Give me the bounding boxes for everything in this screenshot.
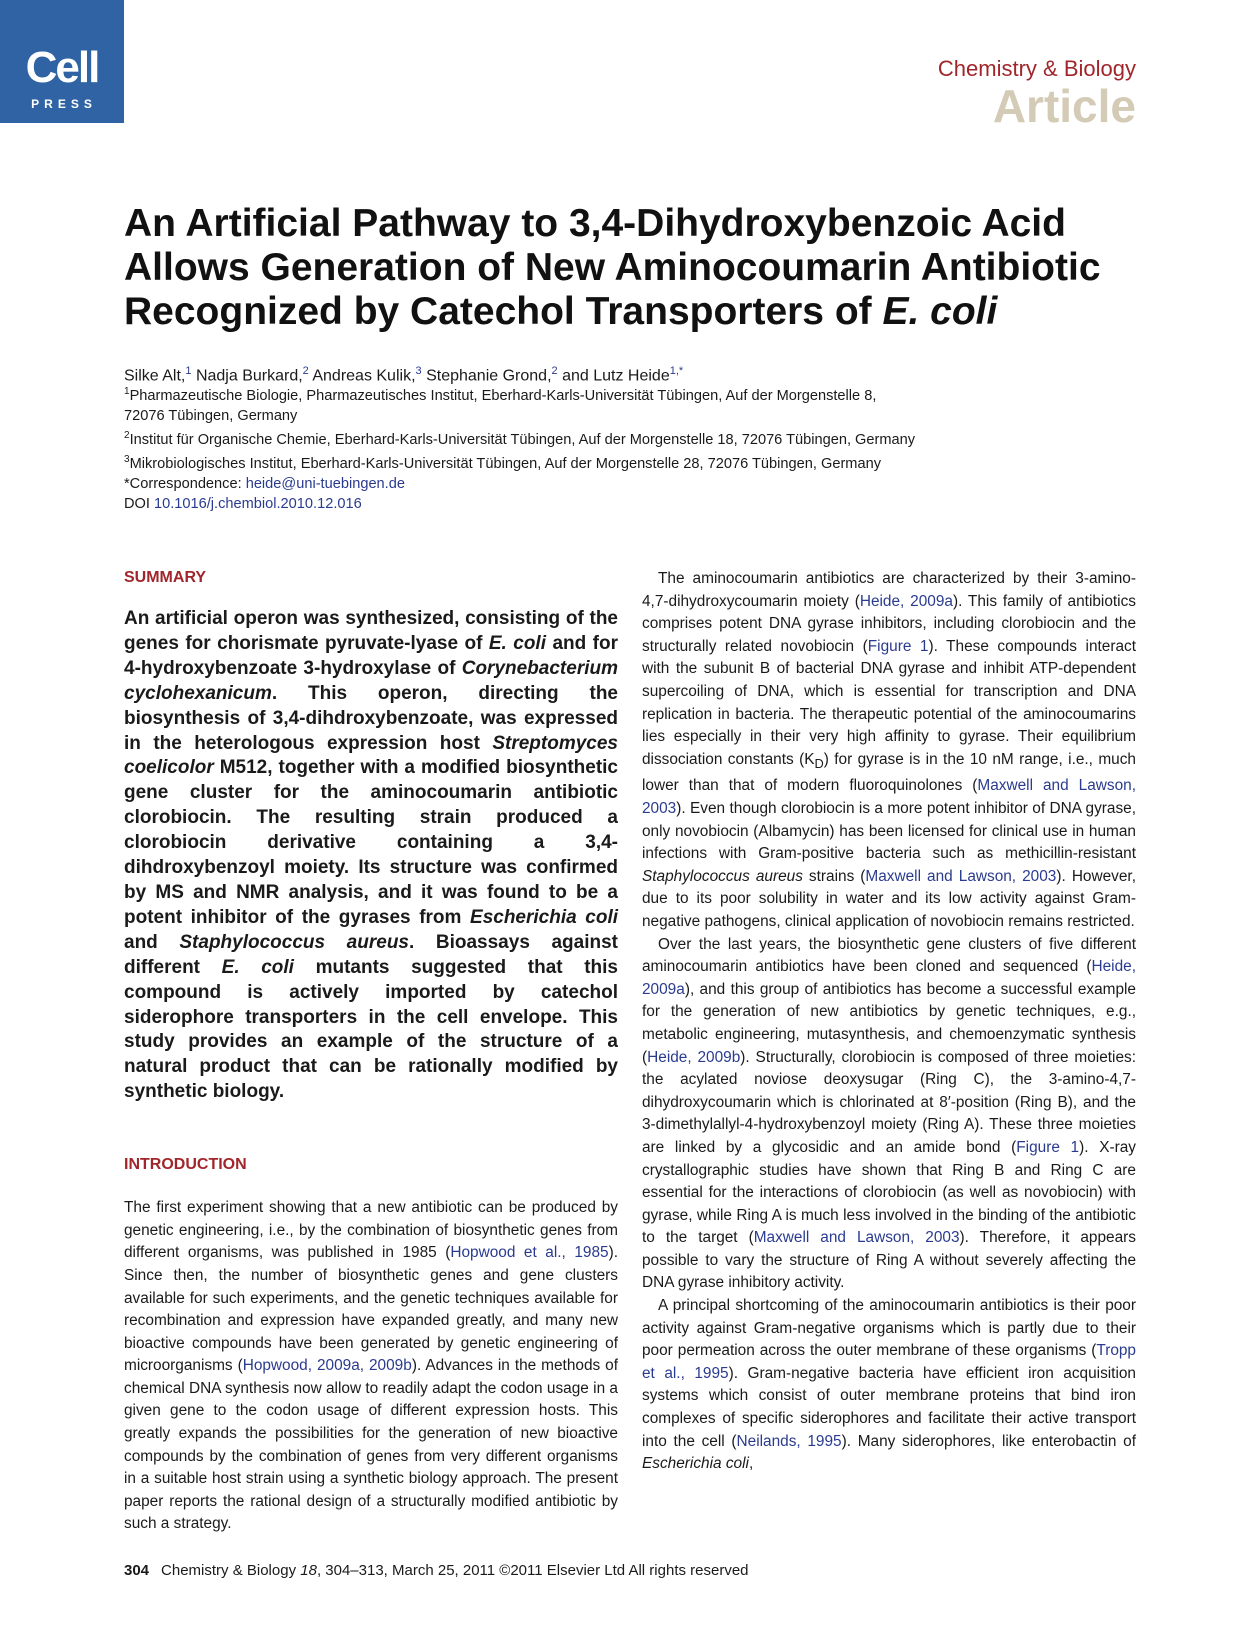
author-name: Silke Alt, — [124, 367, 186, 385]
title-line-1: An Artificial Pathway to 3,4-Dihydroxybenzoic Acid — [124, 202, 1066, 245]
title-line-2: Allows Generation of New Aminocoumarin Antibiotic — [124, 246, 1101, 289]
citation-link[interactable]: Neilands, 1995 — [736, 1432, 842, 1450]
title-organism: E. coli — [882, 290, 998, 333]
paper-title — [124, 202, 1144, 334]
author-affil-sup[interactable]: 1 — [185, 365, 192, 377]
citation-link[interactable]: Maxwell and Lawson, 2003 — [753, 1229, 960, 1247]
cell-press-logo — [0, 0, 124, 123]
affiliation-2: $^2$Institut für Organische Chemie, Eberhard-Karls-Universität Tübingen, Auf der Morgenstelle 18, 72076 Tübingen, Germany — [124, 429, 916, 448]
affiliation-1-cont: 72076 Tübingen, Germany — [124, 407, 298, 424]
correspondence-email-link[interactable]: heide@uni-tuebingen.de — [245, 475, 405, 492]
author-affil-sup[interactable]: 2 — [551, 365, 558, 377]
doi: DOI 10.1016/j.chembiol.2010.12.016 — [124, 495, 362, 512]
logo-sub-text: PRESS — [31, 97, 97, 111]
citation-link[interactable]: Tropp et al., 1995 — [642, 1342, 1136, 1382]
author-affil-sup[interactable]: 1,* — [669, 365, 684, 377]
page-footer: 304 Chemistry & Biology 18, 304–313, March 25, 2011 ©2011 Elsevier Ltd All rights reserved — [124, 1562, 749, 1579]
summary-heading: SUMMARY — [124, 569, 207, 586]
author-name: Nadja Burkard, — [195, 367, 303, 385]
figure-link[interactable]: Figure 1 — [867, 637, 929, 655]
citation-link[interactable]: Maxwell and Lawson, 2003 — [865, 867, 1057, 885]
citation-link[interactable]: Hopwood, 2009a, 2009b — [242, 1357, 412, 1375]
author-affil-sup[interactable]: 2 — [302, 365, 309, 377]
body-paragraph: Over the last years, the biosynthetic gene clusters of five different aminocoumarin antibiotics have been cloned and sequenced (Heide, 2009a), and this group of antibiotics has become a successful example for the generation of new antibiotics by genetic techniques, e.g., metabolic engineering, mutasynthesis, and chemoenzymatic synthesis (Heide, 2009b). Structurally, clorobiocin is composed of three moieties: the acylated noviose deoxysugar (Ring C), the 3-amino-4,7-dihydroxycoumarin which is chlorinated at 8′-position (Ring B), and the 3-dimethylallyl-4-hydroxybenzoyl moiety (Ring A). These three moieties are linked by a glycosidic and an amide bond (Figure 1). X-ray crystallographic studies have shown that Ring B and Ring C are essential for the interactions of clorobiocin (as well as novobiocin) with gyrase, while Ring A is much less involved in the binding of the antibiotic to the target (Maxwell and Lawson, 2003). Therefore, it appears possible to vary the structure of Ring A without severely affecting the DNA gyrase inhibitory activity. — [642, 935, 1137, 1292]
author-name: Andreas Kulik, — [312, 367, 416, 385]
body-paragraph: The aminocoumarin antibiotics are characterized by their 3-amino-4,7-dihydroxycoumarin moiety (Heide, 2009a). This family of antibiotics comprises potent DNA gyrase inhibitors, including clorobiocin and the structurally related novobiocin (Figure 1). These compounds interact with the subunit B of bacterial DNA gyrase and inhibit ATP-dependent supercoiling of DNA, which is essential for transcription and DNA replication in bacteria. The therapeutic potential of the aminocoumarins lies especially in their very high affinity to gyrase. Their equilibrium dissociation constants $(K_D)$ for gyrase is in the 10 nM range, i.e., much lower than that of modern fluoroquinolones (Maxwell and Lawson, 2003). Even though clorobiocin is a more potent inhibitor of DNA gyrase, only novobiocin (Albamycin) has been licensed for clinical use in human infections with Gram-positive bacteria such as methicillin-resistant Staphylococcus aureus strains (Maxwell and Lawson, 2003). However, due to its poor solubility in water and its low activity against Gram-negative pathogens, clinical application of novobiocin remains restricted. — [642, 570, 1136, 930]
author-name: and Lutz Heide — [562, 367, 670, 385]
figure-link[interactable]: Figure 1 — [1016, 1138, 1080, 1156]
affiliations — [124, 382, 1144, 514]
introduction-paragraph: The first experiment showing that a new antibiotic can be produced by genetic engineering, i.e., by the combination of biosynthetic genes from different organisms, was published in 1985 (Hopwood et al., 1985). Since then, the number of biosynthetic genes and gene clusters available for such experiments, and the genetic techniques available for recombination and expression have expanded greatly, and many new bioactive compounds have been generated by genetic engineering of microorganisms (Hopwood, 2009a, 2009b). Advances in the methods of chemical DNA synthesis now allow to readily adapt the codon usage in a given gene to the codon usage of different expression hosts. This greatly expands the possibilities for the generation of new bioactive compounds by the combination of genes from very different organisms in a suitable host strain using a synthetic biology approach. The present paper reports the rational design of a structurally modified antibiotic by such a strategy. — [124, 1199, 619, 1533]
citation-link[interactable]: Hopwood et al., 1985 — [450, 1244, 609, 1262]
logo-main-text: Cell — [25, 43, 99, 92]
title-line-3: Recognized by Catechol Transporters of — [124, 290, 883, 333]
summary-text: An artificial operon was synthesized, consisting of the genes for chorismate pyruvate-lyase of E. coli and for 4-hydroxybenzoate 3-hydroxylase of Corynebacterium cyclohexanicum. This operon, directing the biosynthesis of 3,4-dihdroxybenzoate, was expressed in the heterologous expression host Streptomyces coelicolor M512, together with a modified biosynthetic gene cluster for the aminocoumarin antibiotic clorobiocin. The resulting strain produced a clorobiocin derivative containing a 3,4-dihdroxybenzoyl moiety. Its structure was confirmed by MS and NMR analysis, and it was found to be a potent inhibitor of the gyrases from Escherichia coli and Staphylococcus aureus. Bioassays against different E. coli mutants suggested that this compound is actively imported by catechol siderophore transporters in the cell envelope. This study provides an example of the structure of a natural product that can be rationally modified by synthetic biology. — [124, 608, 618, 1103]
citation-link[interactable]: Heide, 2009b — [647, 1048, 741, 1066]
affiliation-1: $^1$Pharmazeutische Biologie, Pharmazeutisches Institut, Eberhard-Karls-Universität Tübingen, Auf der Morgenstelle 8, — [124, 386, 877, 404]
affiliation-3: $^3$Mikrobiologisches Institut, Eberhard-Karls-Universität Tübingen, Auf der Morgenstelle 28, 72076 Tübingen, Germany — [124, 453, 881, 472]
author-affil-sup[interactable]: 3 — [415, 365, 422, 377]
body-paragraph: A principal shortcoming of the aminocoumarin antibiotics is their poor activity against Gram-negative organisms which is partly due to their poor permeation across the outer membrane of these organisms (Tropp et al., 1995). Gram-negative bacteria have efficient iron acquisition systems which consist of outer membrane proteins that bind iron complexes of specific siderophores and facilitate their active transport into the cell (Neilands, 1995). Many siderophores, like enterobactin of Escherichia coli, — [642, 1297, 1136, 1473]
citation-link[interactable]: Heide, 2009a — [642, 958, 1136, 998]
article-type: Article — [992, 80, 1136, 132]
right-column — [642, 568, 1136, 1476]
introduction-heading: INTRODUCTION — [124, 1156, 247, 1174]
citation-link[interactable]: Heide, 2009a — [859, 592, 953, 610]
doi-link[interactable]: 10.1016/j.chembiol.2010.12.016 — [154, 495, 362, 512]
author-name: Stephanie Grond, — [426, 367, 552, 385]
left-column — [124, 568, 618, 1536]
citation-link[interactable]: Maxwell and Lawson, 2003 — [642, 777, 1136, 818]
journal-name: Chemistry & Biology — [937, 56, 1136, 81]
correspondence: *Correspondence: heide@uni-tuebingen.de — [124, 475, 405, 492]
page-number: 304 — [124, 1562, 150, 1579]
